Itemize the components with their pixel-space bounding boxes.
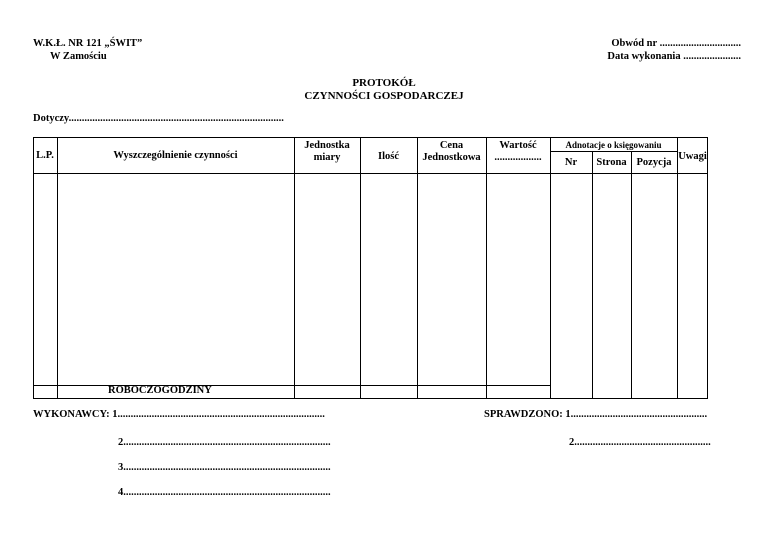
dotyczy-field: Dotyczy..................................................................................	[33, 113, 284, 124]
sprawdzono-row-1	[484, 408, 707, 421]
col-line-4	[417, 137, 418, 399]
wykonawcy-line-1: 1...............................................................................	[112, 409, 325, 420]
wartosc-line-2: ..................	[494, 152, 542, 163]
col-header-uwagi: Uwagi	[678, 151, 707, 162]
col-header-nr: Nr	[564, 157, 578, 168]
col-line-7	[592, 151, 593, 399]
activity-table	[33, 137, 708, 399]
wykonawcy-row-1	[33, 408, 325, 421]
col-line-8	[631, 151, 632, 399]
sprawdzono-line-1: 1....................................................	[565, 409, 708, 420]
document-title	[0, 77, 768, 103]
col-header-jednostka	[294, 140, 360, 164]
col-line-5	[486, 137, 487, 399]
jednostka-line-2: miary	[313, 152, 341, 163]
organization-location: W Zamościu	[50, 51, 107, 62]
document-meta	[607, 37, 741, 63]
col-header-adnotacje: Adnotacje o księgowaniu	[565, 140, 662, 150]
organization-header	[33, 37, 142, 63]
cena-line-1: Cena	[439, 140, 464, 151]
cena-line-2: Jednostkowa	[422, 152, 481, 163]
col-header-pozycja: Pozycja	[636, 157, 672, 168]
title-line-2: CZYNNOŚCI GOSPODARCZEJ	[304, 90, 464, 102]
col-header-strona: Strona	[596, 157, 627, 168]
sprawdzono-line-2: 2....................................................	[569, 437, 711, 448]
table-border-right	[707, 137, 708, 399]
col-header-lp: L.P.	[36, 150, 54, 161]
header-separator	[33, 173, 550, 174]
title-line-1: PROTOKÓŁ	[352, 77, 416, 89]
table-border-top	[33, 137, 708, 138]
col-line-3	[360, 137, 361, 399]
header-separator-sub	[550, 173, 677, 174]
data-wykonania-field: Data wykonania ......................	[607, 51, 741, 62]
uwagi-separator	[677, 173, 708, 174]
col-line-1	[57, 137, 58, 399]
col-header-cena	[417, 140, 486, 164]
col-line-6	[550, 137, 551, 399]
col-line-2	[294, 137, 295, 399]
col-header-wartosc	[486, 140, 550, 164]
jednostka-line-1: Jednostka	[304, 140, 350, 151]
sprawdzono-label: SPRAWDZONO:	[484, 409, 563, 420]
col-header-ilosc: Ilość	[378, 151, 399, 162]
table-border-left	[33, 137, 34, 399]
obwod-field: Obwód nr ...............................	[611, 38, 741, 49]
roboczogodziny-label: ROBOCZOGODZINY	[108, 385, 212, 396]
adnotacje-separator	[550, 151, 677, 152]
wykonawcy-label: WYKONAWCY:	[33, 409, 110, 420]
col-line-9	[677, 137, 678, 399]
wykonawcy-line-3: 3...............................................................................	[118, 462, 331, 473]
col-header-wyszczegolnienie: Wyszczególnienie czynności	[113, 150, 238, 161]
wartosc-line-1: Wartość	[499, 140, 537, 151]
table-border-bottom	[33, 398, 708, 399]
organization-name: W.K.Ł. NR 121 „ŚWIT”	[33, 38, 143, 49]
wykonawcy-line-4: 4...............................................................................	[118, 487, 331, 498]
wykonawcy-line-2: 2...............................................................................	[118, 437, 331, 448]
